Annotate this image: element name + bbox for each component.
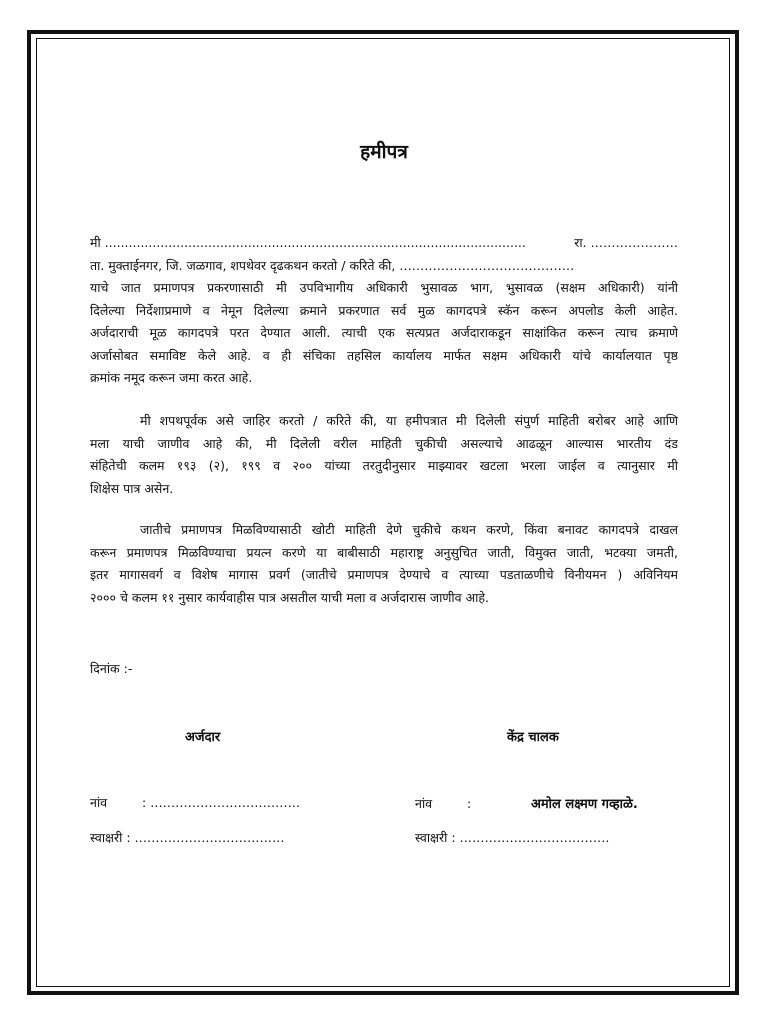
paragraph-line: मला याची जाणीव आहे की, मी दिलेली वरील माहिती चुकीची असल्याचे आढळून आल्यास भारतीय दंड	[90, 435, 678, 451]
paragraph-declaration	[90, 232, 678, 390]
operator-name-field	[415, 794, 638, 812]
paragraph-oath	[90, 410, 678, 500]
paragraph-line: शिक्षेस पात्र असेन.	[90, 480, 174, 496]
declarant-line	[90, 232, 678, 255]
operator-heading: केंद्र चालक	[507, 730, 559, 745]
applicant-name-field	[90, 794, 300, 811]
applicant-signature-blank: : ………………………………	[126, 830, 285, 845]
paragraph-line: मी शपथपूर्वक असे जाहिर करतो / करिते की, या हमीपत्रात मी दिलेली संपुर्ण माहिती बरोबर आहे आणि	[140, 413, 678, 428]
operator-signature-blank: : ………………………………	[451, 830, 610, 845]
paragraph-legal-notice	[90, 519, 678, 609]
paragraph-line: २००० चे कलम ११ नुसार कार्यवाहीस पात्र असतील याची मला व अर्जदारास जाणीव आहे.	[90, 589, 489, 605]
operator-name-colon: :	[466, 796, 472, 811]
paragraph-line: इतर मागासवर्ग व विशेष मागास प्रवर्ग (जातीचे प्रमाणपत्र देण्याचे व त्याच्या पडताळणीचे विनीयमन ) अविनियम	[90, 567, 678, 582]
date-label: दिनांक :-	[90, 661, 133, 676]
applicant-name-label: नांव	[90, 795, 108, 810]
paragraph-line: क्रमांक नमूद करून जमा करत आहे.	[90, 370, 253, 385]
applicant-signature-label: स्वाक्षरी	[90, 830, 123, 845]
taluka-line: ता. मुक्ताईनगर, जि. जळगाव, शपथेवर दृढकथन करतो / करिते की, ……………………………………	[90, 257, 575, 273]
paragraph-line: संहितेची कलम १९३ (२), १९९ व २०० यांच्या तरतुदीनुसार माझ्यावर खटला भरला जाईल व त्यानुसार मी	[90, 458, 678, 473]
applicant-heading: अर्जदार	[185, 730, 221, 745]
paragraph-line: करून प्रमाणपत्र मिळविण्याचा प्रयत्न करणे या बाबीसाठी महाराष्ट्र अनुसुचित जाती, विमुक्त जाती, भटक्या जमती,	[90, 544, 678, 560]
paragraph-line: दिलेल्या निर्देशाप्रमाणे व नेमून दिलेल्या क्रमाने प्रकरणात सर्व मुळ कागदपत्रे स्कॅन करून अपलोड केली आहेत.	[90, 302, 678, 318]
operator-name-value: अमोल लक्ष्मण गव्हाळे.	[530, 797, 638, 812]
document-title: हमीपत्र	[360, 141, 408, 163]
paragraph-line: अर्जासोबत समाविष्ट केले आहे. व ही संचिका तहसिल कार्यालय मार्फत सक्षम अधिकारी यांचे कार्यालयात पृष्ठ	[90, 347, 678, 363]
residence-blank: रा. …………………	[574, 235, 678, 250]
paragraph-line: याचे जात प्रमाणपत्र प्रकरणासाठी मी उपविभागीय अधिकारी भुसावळ भाग, भुसावळ (सक्षम अधिकारी) यांनी	[90, 280, 678, 295]
declarant-name-blank: मी ..........................................................................................................	[90, 235, 526, 250]
paragraph-line: जातीचे प्रमाणपत्र मिळविण्यासाठी खोटी माहिती देणे चुकीचे कथन करणे, किंवा बनावट कागदपत्रे दाखल	[140, 522, 678, 537]
operator-name-label: नांव	[415, 796, 433, 811]
applicant-name-blank: : ………………………………	[141, 795, 301, 810]
paragraph-line: अर्जदाराची मूळ कागदपत्रे परत देण्यात आली. त्याची एक सत्यप्रत अर्जदाराकडून साक्षांकित करून त्याच क्रमाणे	[90, 325, 678, 340]
operator-signature-field	[415, 829, 610, 846]
applicant-signature-field	[90, 829, 285, 846]
operator-signature-label: स्वाक्षरी	[415, 830, 448, 845]
